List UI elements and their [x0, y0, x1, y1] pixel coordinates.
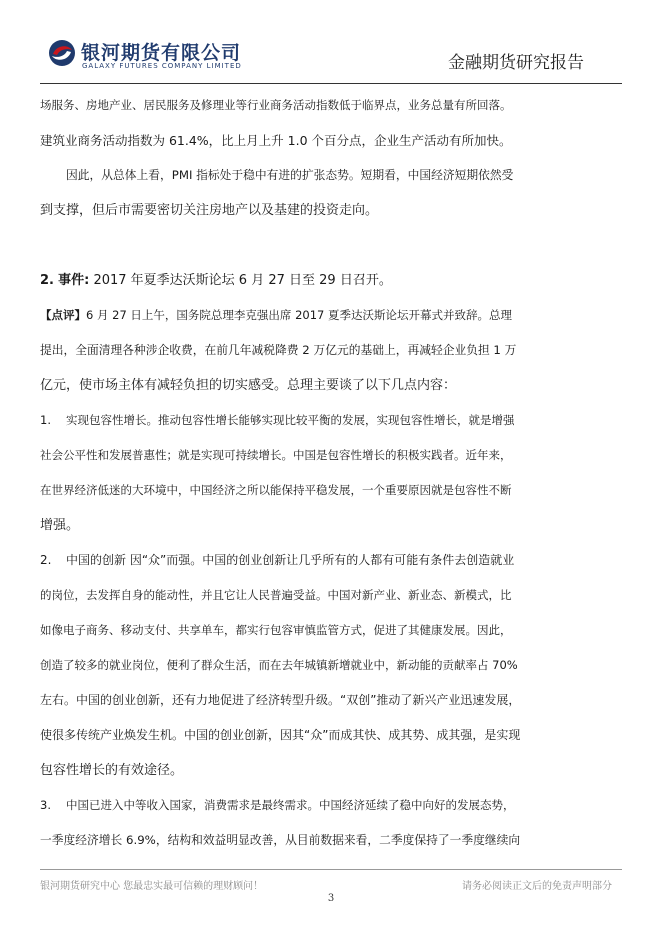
list-item-3: [40, 788, 520, 823]
comment-text: 6 月 27 日上午，国务院总理李克强出席 2017 夏季达沃斯论坛开幕式并致辞。总理: [86, 308, 512, 322]
text-line: 如像电子商务、移动支付、共享单车，都实行包容审慎监管方式，促进了其健康发展。因此，: [40, 623, 512, 637]
galaxy-logo-icon: [47, 38, 77, 68]
footer-divider: [40, 869, 622, 870]
text-line: 包容性增长的有效途径。: [40, 763, 184, 778]
footer-slogan: 银河期货研究中心 您最忠实最可信赖的理财顾问！: [40, 881, 264, 892]
text-line: 创造了较多的就业岗位，便利了群众生活，而在去年城镇新增就业中，新动能的贡献率占 70%: [40, 658, 518, 672]
text-line: 增强。: [40, 518, 80, 533]
spacer: [40, 228, 520, 263]
text-line: 一季度经济增长 6.9%，结构和效益明显改善，从目前数据来看，二季度保持了一季度继续向: [40, 833, 521, 847]
list-text: 中国已进入中等收入国家，消费需求是最终需求。中国经济延续了稳中向好的发展态势，: [66, 798, 515, 812]
event-number: 2.: [40, 273, 54, 288]
comment-label: 【点评】: [40, 308, 86, 322]
text-line: 到支撑，但后市需要密切关注房地产以及基建的投资走向。: [40, 203, 379, 218]
text-line: 在世界经济低迷的大环境中，中国经济之所以能保持平稳发展，一个重要原因就是包容性不断: [40, 483, 512, 497]
text-line: 亿元，使市场主体有减轻负担的切实感受。总理主要谈了以下几点内容：: [40, 378, 457, 393]
event-label: 事件:: [58, 273, 90, 288]
header-divider: [40, 83, 622, 84]
event-text: 2017 年夏季达沃斯论坛 6 月 27 日至 29 日召开。: [89, 273, 392, 288]
page-number: 3: [327, 893, 335, 904]
text-line: 使很多传统产业焕发生机。中国的创业创新，因其“众”而成其快、成其势、成其强，是实现: [40, 728, 521, 742]
list-text: 实现包容性增长。推动包容性增长能够实现比较平衡的发展，实现包容性增长，就是增强: [66, 413, 515, 427]
company-name-en: GALAXY FUTURES COMPANY LIMITED: [82, 62, 242, 70]
list-item-1: [40, 403, 520, 438]
text-line: 社会公平性和发展普惠性；就是实现可持续增长。中国是包容性增长的积极实践者。近年来，: [40, 448, 512, 462]
text-line: 的岗位，去发挥自身的能动性，并且它让人民普遍受益。中国对新产业、新业态、新模式，比: [40, 588, 512, 602]
report-title: 金融期货研究报告: [448, 53, 584, 73]
company-name-cn: 银河期货有限公司: [81, 42, 242, 64]
list-item-2: [40, 543, 520, 578]
text-line: 场服务、房地产业、居民服务及修理业等行业商务活动指数低于临界点，业务总量有所回落。: [40, 98, 512, 112]
text-line: 左右。中国的创业创新，还有力地促进了经济转型升级。“双创”推动了新兴产业迅速发展，: [40, 693, 521, 707]
page-header: [0, 0, 662, 86]
list-number: 1.: [40, 413, 51, 427]
text-line: 因此，从总体上看，PMI 指标处于稳中有进的扩张态势。短期看，中国经济短期依然受: [66, 168, 514, 182]
comment-line: [40, 298, 520, 333]
document-body: [40, 88, 520, 858]
event-heading: [40, 263, 520, 298]
list-text: 中国的创新 因“众”而强。中国的创业创新让几乎所有的人都有可能有条件去创造就业: [66, 553, 515, 567]
list-number: 3.: [40, 798, 51, 812]
text-line: 建筑业商务活动指数为 61.4%，比上月上升 1.0 个百分点，企业生产活动有所加快。: [40, 133, 512, 148]
text-line: 提出，全面清理各种涉企收费，在前几年减税降费 2 万亿元的基础上，再减轻企业负担 1 万: [40, 343, 517, 357]
footer-disclaimer: 请务必阅读正文后的免责声明部分: [462, 881, 612, 892]
list-number: 2.: [40, 553, 52, 567]
